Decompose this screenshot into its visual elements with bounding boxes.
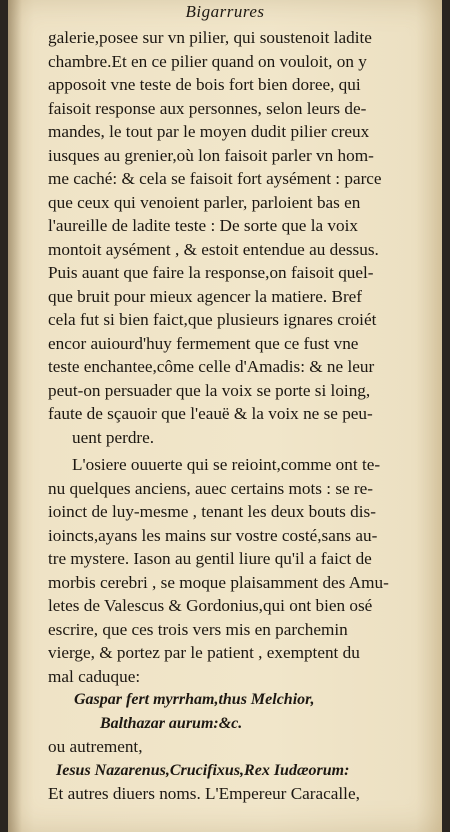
- page-text: [48, 26, 424, 806]
- text-line: uent perdre.: [72, 427, 155, 447]
- text-line: ioincts,ayans les mains sur vostre costé,sans au-: [48, 525, 378, 545]
- verse-line: Iesus Nazarenus,Crucifixus,Rex Iudæorum:: [56, 761, 350, 779]
- text-line: teste enchantee,côme celle d'Amadis: & ne leur: [48, 357, 375, 376]
- text-line: apposoit vne teste de bois fort bien doree, qui: [48, 75, 361, 94]
- text-line: mal caduque:: [48, 666, 141, 686]
- text-line: Et autres diuers noms. L'Empereur Caracalle,: [48, 784, 360, 803]
- verse-line: Gaspar fert myrrham,thus Melchior,: [74, 691, 315, 708]
- text-line: letes de Valescus & Gordonius,qui ont bien osé: [48, 596, 373, 615]
- text-line: tre mystere. Iason au gentil liure qu'il a faict de: [48, 549, 372, 568]
- text-line: faisoit response aux personnes, selon leurs de-: [48, 98, 367, 118]
- paragraph-start-line: L'osiere ouuerte qui se reioint,comme ont te-: [72, 455, 381, 474]
- text-line: peut-on persuader que la voix se porte si loing,: [48, 380, 371, 400]
- text-line: me caché: & cela se faisoit fort aysément : parce: [48, 169, 382, 188]
- text-line: que ceux qui venoient parler, parloient bas en: [48, 192, 361, 212]
- text-line: Puis auant que faire la response,on faisoit quel-: [48, 263, 374, 282]
- text-line: galerie,posee sur vn pilier, qui soustenoit ladite: [48, 28, 372, 47]
- text-line: l'aureille de ladite teste : De sorte que la voix: [48, 216, 358, 235]
- text-line: mandes, le tout par le moyen dudit pilier creux: [48, 122, 370, 141]
- text-line: ou autrement,: [48, 737, 143, 756]
- verse-line: Balthazar aurum:&c.: [100, 714, 243, 732]
- book-page: [8, 0, 442, 832]
- text-line: nu quelques anciens, auec certains mots : se re-: [48, 478, 374, 498]
- text-line: chambre.Et en ce pilier quand on vouloit, on y: [48, 51, 367, 71]
- text-line: vierge, & portez par le patient , exemptent du: [48, 643, 360, 662]
- running-header: Bigarrures: [185, 2, 265, 21]
- text-line: morbis cerebri , se moque plaisamment des Amu-: [48, 572, 389, 592]
- text-line: encor auiourd'huy fermement que ce fust vne: [48, 333, 359, 353]
- text-line: iusques au grenier,où lon faisoit parler vn hom-: [48, 145, 374, 165]
- text-line: cela fut si bien faict,que plusieurs ignares croiét: [48, 310, 377, 329]
- text-line: que bruit pour mieux agencer la matiere. Bref: [48, 286, 363, 306]
- text-line: ioinct de luy-mesme , tenant les deux bouts dis-: [48, 502, 376, 521]
- text-line: escrire, que ces trois vers mis en parchemin: [48, 619, 348, 639]
- text-line: faute de sçauoir que l'eauë & la voix ne se peu-: [48, 404, 373, 423]
- page-spine-shadow: [8, 0, 22, 832]
- text-line: montoit aysément , & estoit entendue au dessus.: [48, 239, 379, 259]
